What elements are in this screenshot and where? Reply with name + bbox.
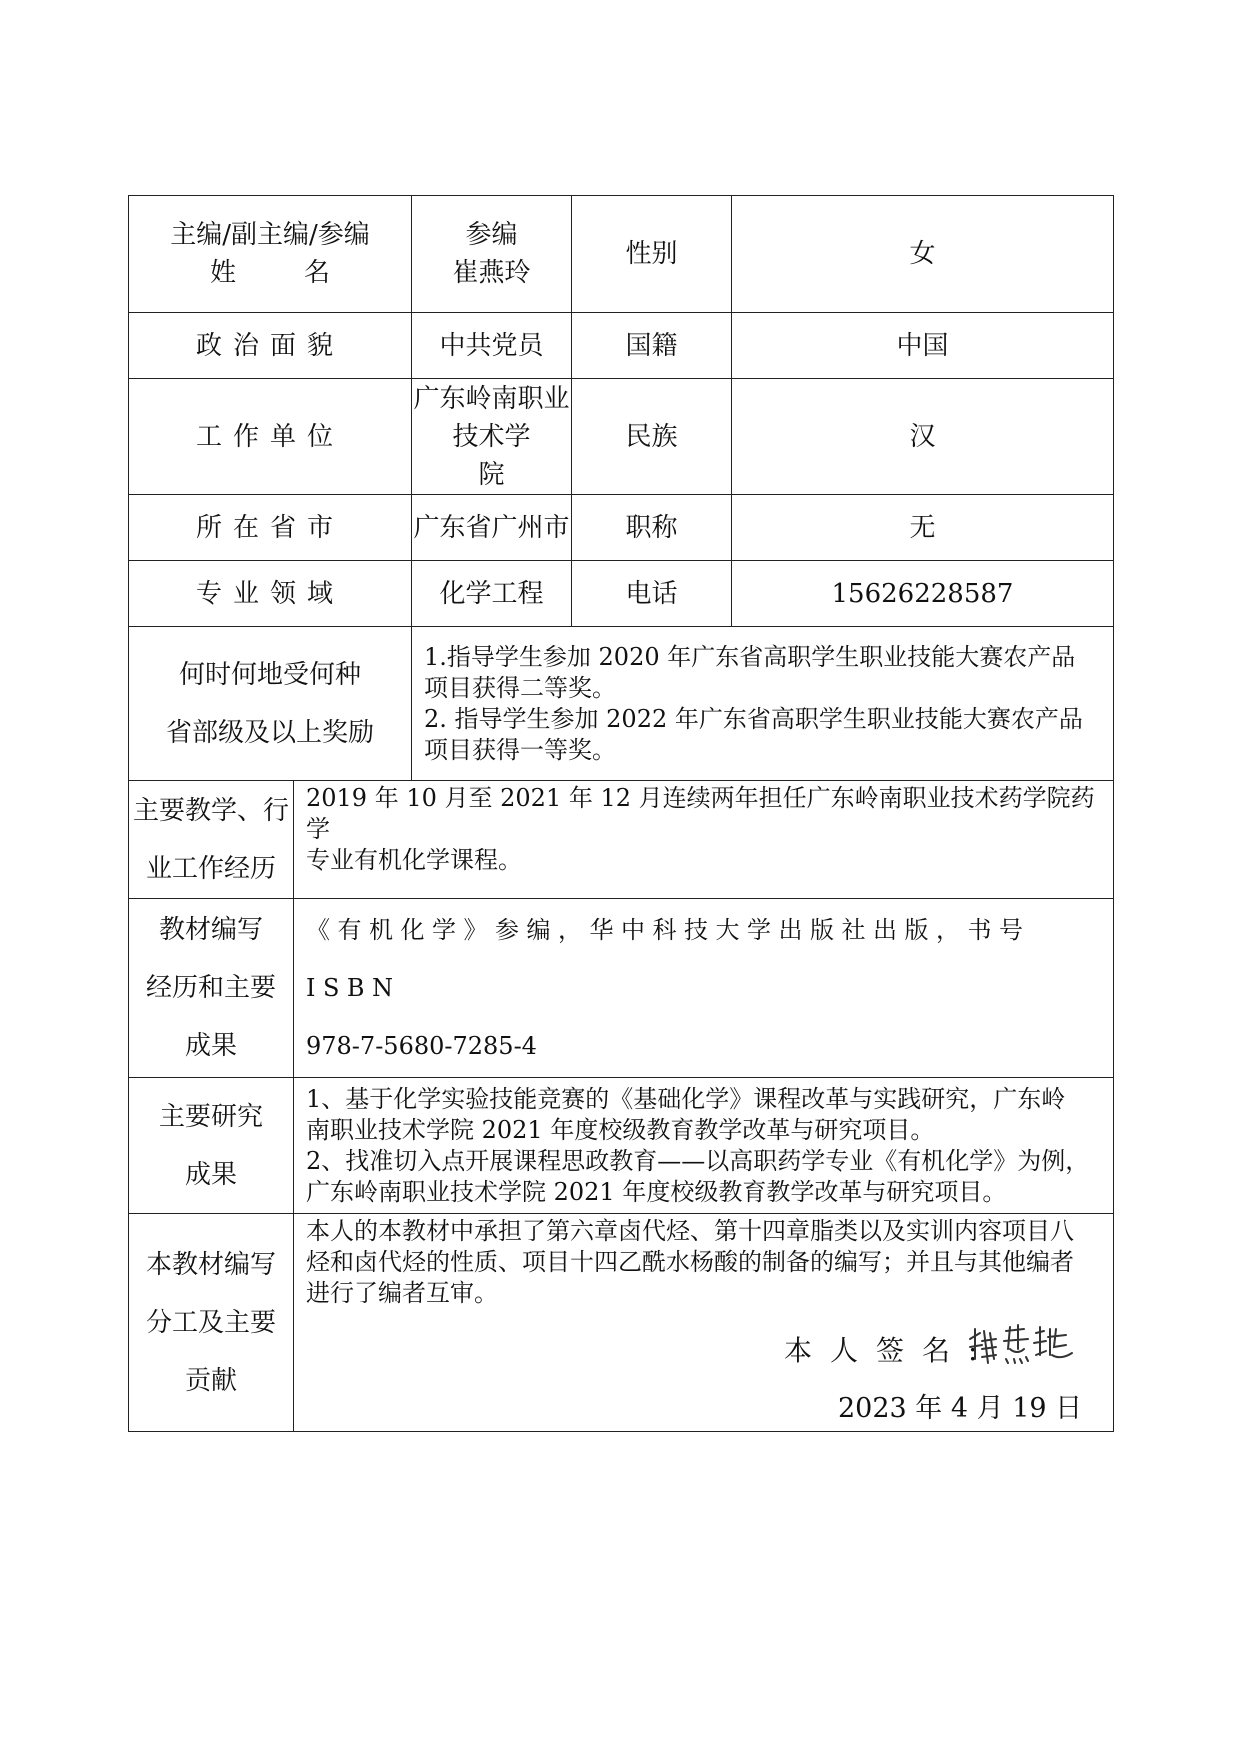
contribution-label-line3: 贡献 (184, 1365, 237, 1396)
nationality-label: 国籍 (572, 313, 732, 379)
form-table (128, 195, 1114, 1432)
ethnicity-value: 汉 (732, 379, 1114, 495)
row-location (129, 495, 1114, 561)
research-label-cell (129, 1078, 294, 1214)
row-contribution (129, 1214, 1114, 1432)
role-value: 参编 (465, 220, 518, 250)
teaching-line1: 2019 年 10 月至 2021 年 12 月连续两年担任广东岭南职业技术药学院药学 (306, 784, 1095, 843)
teaching-label-line1: 主要教学、行 (132, 795, 289, 826)
row-name (129, 196, 1114, 313)
teaching-label-cell (129, 781, 294, 899)
row-political (129, 313, 1114, 379)
row-employer (129, 379, 1114, 495)
award-item-1-line1: 1.指导学生参加 2020 年广东省高职学生职业技能大赛农产品 (424, 642, 1076, 671)
contribution-label-cell (129, 1214, 294, 1432)
teaching-content (294, 781, 1114, 899)
political-value: 中共党员 (412, 313, 572, 379)
political-label: 政治面貌 (129, 313, 412, 379)
research-content (294, 1078, 1114, 1214)
contribution-line1: 本人的本教材中承担了第六章卤代烃、第十四章脂类以及实训内容项目八 (306, 1217, 1074, 1245)
research-line3: 2、找准切入点开展课程思政教育——以高职药学专业《有机化学》为例， (306, 1146, 1090, 1175)
research-line2: 南职业技术学院 2021 年度校级教育教学改革与研究项目。 (306, 1115, 935, 1144)
award-item-1-line2: 项目获得二等奖。 (424, 673, 616, 702)
name-value-cell (412, 196, 572, 313)
textbook-label-line1: 教材编写 (158, 915, 263, 945)
contribution-line3: 进行了编者互审。 (306, 1279, 498, 1307)
textbook-content (294, 899, 1114, 1078)
textbook-line2: 978-7-5680-7285-4 (306, 1032, 537, 1060)
nationality-value: 中国 (732, 313, 1114, 379)
employer-label: 工作单位 (129, 379, 412, 495)
teaching-label-line2: 业工作经历 (145, 853, 276, 884)
awards-label-line1: 何时何地受何种 (178, 659, 361, 690)
gender-value: 女 (732, 196, 1114, 313)
title-value: 无 (732, 495, 1114, 561)
employer-value-line2: 院 (478, 459, 505, 490)
handwritten-signature (966, 1319, 1076, 1371)
gender-label: 性别 (572, 196, 732, 313)
textbook-label-line2: 经历和主要 (145, 973, 276, 1003)
ethnicity-label: 民族 (572, 379, 732, 495)
textbook-label-line3: 成果 (184, 1031, 237, 1061)
row-textbook (129, 899, 1114, 1078)
award-item-2-line2: 项目获得一等奖。 (424, 735, 616, 764)
research-label-line2: 成果 (184, 1159, 237, 1190)
name-label: 姓 名 (209, 258, 331, 288)
signature-label: 本人签名: (784, 1334, 996, 1367)
phone-label: 电话 (572, 561, 732, 627)
row-awards (129, 627, 1114, 781)
phone-value: 15626228587 (732, 561, 1114, 627)
research-line4: 广东岭南职业技术学院 2021 年度校级教育教学改革与研究项目。 (306, 1177, 1007, 1206)
location-label: 所在省市 (129, 495, 412, 561)
employer-value-line1: 广东岭南职业技术学 (413, 383, 570, 452)
role-name-label: 主编/副主编/参编 (170, 220, 370, 250)
awards-label-line2: 省部级及以上奖励 (165, 717, 374, 748)
contribution-line2: 烃和卤代烃的性质、项目十四乙酰水杨酸的制备的编写；并且与其他编者 (306, 1248, 1074, 1276)
signature-date: 2023 年 4 月 19 日 (838, 1393, 1083, 1424)
award-item-2-line1: 2. 指导学生参加 2022 年广东省高职学生职业技能大赛农产品 (424, 704, 1083, 733)
contribution-label-line2: 分工及主要 (145, 1307, 276, 1338)
signature-block (306, 1309, 1103, 1429)
teaching-line2: 专业有机化学课程。 (306, 846, 522, 874)
field-label: 专业领域 (129, 561, 412, 627)
location-value: 广东省广州市 (412, 495, 572, 561)
row-field (129, 561, 1114, 627)
research-line1: 1、基于化学实验技能竞赛的《基础化学》课程改革与实践研究，广东岭 (306, 1084, 1066, 1113)
research-label-line1: 主要研究 (158, 1101, 263, 1132)
title-label: 职称 (572, 495, 732, 561)
awards-content (412, 627, 1114, 781)
textbook-line1: 《有机化学》参编，华中科技大学出版社出版，书号 ISBN (306, 916, 1031, 1002)
field-value: 化学工程 (412, 561, 572, 627)
textbook-label-cell (129, 899, 294, 1078)
employer-value-cell (412, 379, 572, 495)
awards-label-cell (129, 627, 412, 781)
contribution-content (294, 1214, 1114, 1432)
contribution-label-line1: 本教材编写 (145, 1249, 276, 1280)
name-value: 崔燕玲 (452, 258, 531, 288)
row-teaching (129, 781, 1114, 899)
name-label-cell (129, 196, 412, 313)
row-research (129, 1078, 1114, 1214)
